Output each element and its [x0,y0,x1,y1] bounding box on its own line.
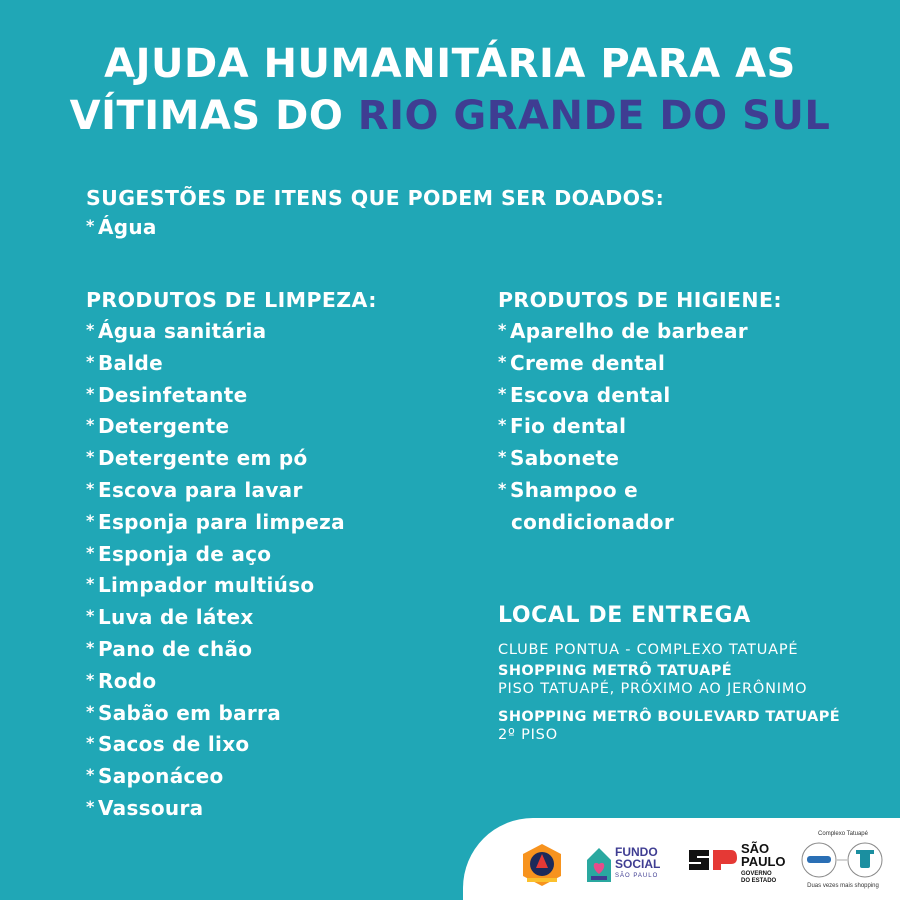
bullet-asterisk: * [86,542,95,562]
suggestions-heading: SUGESTÕES DE ITENS QUE PODEM SER DOADOS: [86,186,665,210]
fundo-social-line-3: SÃO PAULO [615,873,659,879]
bullet-asterisk: * [86,765,95,785]
bullet-asterisk: * [498,478,507,498]
limpeza-section [86,286,377,825]
limpeza-item [86,316,377,348]
higiene-item-label: Shampoo e [510,477,639,502]
bullet-asterisk: * [86,415,95,435]
higiene-item-label: Creme dental [510,350,666,375]
local-line-4: SHOPPING METRÔ BOULEVARD TATUAPÉ [498,709,841,725]
bullet-asterisk: * [86,796,95,816]
suggestions-list [86,212,664,244]
limpeza-item [86,602,377,634]
sp-line-1: SÃO [741,841,770,856]
title-line-2 [0,90,900,142]
limpeza-item-label: Detergente [98,414,230,439]
higiene-item [498,380,782,412]
limpeza-item [86,539,377,571]
local-entrega-section [498,602,898,744]
title-line-2-prefix: VÍTIMAS DO [69,93,358,139]
bullet-asterisk: * [86,637,95,657]
bullet-asterisk: * [86,606,95,626]
limpeza-item-label: Vassoura [98,795,204,820]
limpeza-item [86,411,377,443]
limpeza-item-label: Sabão em barra [98,700,282,725]
limpeza-item-label: Detergente em pó [98,446,308,471]
limpeza-item-label: Luva de látex [98,605,254,630]
limpeza-item [86,793,377,825]
limpeza-item-label: Sacos de lixo [98,732,250,757]
local-heading: LOCAL DE ENTREGA [498,603,751,628]
limpeza-item [86,729,377,761]
limpeza-item [86,443,377,475]
bullet-asterisk: * [86,447,95,467]
bullet-asterisk: * [498,320,507,339]
house-heart-icon [585,844,613,884]
suggestions-section [86,184,664,244]
limpeza-item [86,698,377,730]
sp-line-4: DO ESTADO [741,878,777,884]
limpeza-item-label: Rodo [98,668,157,693]
fundo-social-line-1: FUNDO [615,845,658,859]
limpeza-item [86,507,377,539]
suggestion-item [86,212,664,244]
complexo-tatuape-logo [797,830,897,894]
limpeza-item [86,475,377,507]
higiene-item-continuation: condicionador [511,509,675,534]
sp-line-2: PAULO [741,854,786,869]
fundo-social-line-2: SOCIAL [615,857,661,871]
higiene-item [498,316,782,348]
bullet-asterisk: * [498,415,507,435]
limpeza-item [86,570,377,602]
limpeza-item [86,380,377,412]
limpeza-item [86,634,377,666]
limpeza-list [86,316,377,825]
sp-emblem-icon [687,846,739,872]
title-line-1: AJUDA HUMANITÁRIA PARA AS [104,41,796,87]
sp-line-3: GOVERNO [741,871,772,877]
bullet-asterisk: * [498,351,507,371]
local-line-3: PISO TATUAPÉ, PRÓXIMO AO JERÔNIMO [498,681,808,697]
complexo-top-label: Complexo Tatuapé [818,831,868,837]
suggestion-item-label: Água [98,215,157,239]
limpeza-item-label: Balde [98,350,163,375]
higiene-item [498,348,782,380]
footer-logos [463,818,900,900]
bullet-asterisk: * [86,351,95,371]
fundo-social-logo [585,842,665,888]
local-line-5: 2º PISO [498,727,558,743]
limpeza-item-label: Esponja de aço [98,541,272,566]
bullet-asterisk: * [86,383,95,403]
bullet-asterisk: * [86,733,95,753]
higiene-list [498,316,782,507]
bullet-asterisk: * [86,320,95,339]
limpeza-item-label: Escova para lavar [98,477,303,502]
limpeza-item-label: Pano de chão [98,636,253,661]
higiene-section [498,286,782,539]
limpeza-heading: PRODUTOS DE LIMPEZA: [86,288,377,312]
higiene-item [498,443,782,475]
defesa-civil-logo [519,842,565,888]
bullet-asterisk: * [86,478,95,498]
limpeza-item-label: Esponja para limpeza [98,509,345,534]
limpeza-item-label: Desinfetante [98,382,248,407]
local-line-1: CLUBE PONTUA - COMPLEXO TATUAPÉ [498,642,799,658]
sp-governo-logo [687,842,787,888]
title-accent: RIO GRANDE DO SUL [357,93,831,139]
bullet-asterisk: * [498,383,507,403]
complexo-badges-icon [797,840,889,880]
higiene-item-label: Escova dental [510,382,671,407]
higiene-item-label: Sabonete [510,446,620,471]
bullet-asterisk: * [86,510,95,530]
complexo-tagline: Duas vezes mais shopping [807,883,879,889]
bullet-asterisk: * [86,574,95,594]
bullet-asterisk: * [86,216,95,235]
higiene-item-label: Aparelho de barbear [510,319,748,343]
higiene-item-label: Fio dental [510,414,627,439]
limpeza-item [86,348,377,380]
limpeza-item-label: Saponáceo [98,764,224,789]
higiene-heading: PRODUTOS DE HIGIENE: [498,288,782,312]
local-line-2: SHOPPING METRÔ TATUAPÉ [498,663,733,679]
bullet-asterisk: * [86,701,95,721]
bullet-asterisk: * [498,447,507,467]
higiene-item [498,475,782,507]
limpeza-item-label: Limpador multiúso [98,573,315,598]
bullet-asterisk: * [86,669,95,689]
limpeza-item-label: Água sanitária [98,319,267,343]
page-title [0,38,900,142]
limpeza-item [86,666,377,698]
higiene-item [498,411,782,443]
limpeza-item [86,761,377,793]
